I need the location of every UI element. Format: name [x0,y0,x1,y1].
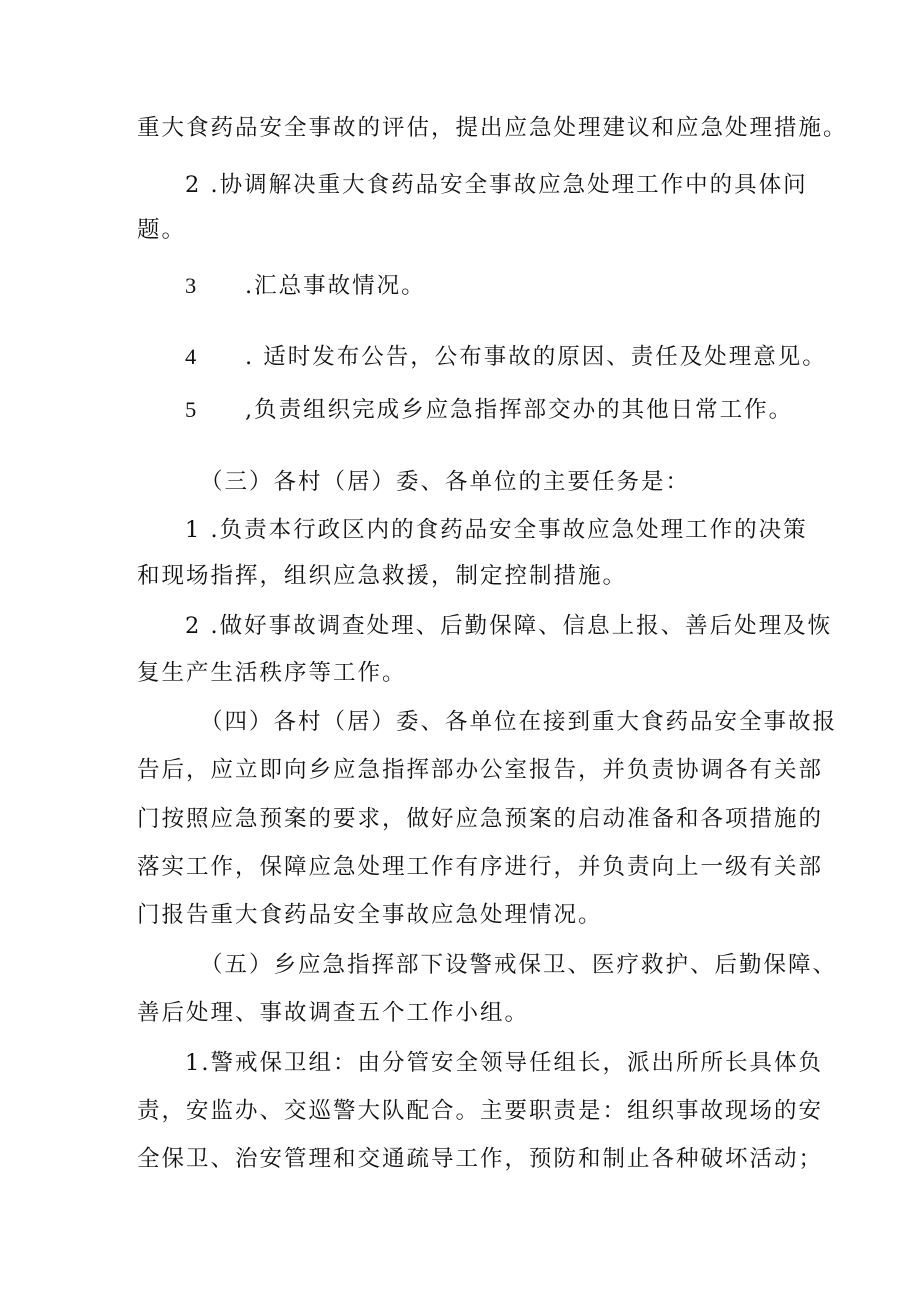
section-heading: （三）各村（居）委、各单位的主要任务是： [200,469,691,495]
text-line: . 适时发布公告，公布事故的原因、责任及处理意见。 [245,344,827,370]
text-line: 善后处理、事故调查五个工作小组。 [137,1000,530,1026]
text-line: 全保卫、治安管理和交通疏导工作，预防和制止各种破坏活动； [137,1146,824,1172]
list-number: 3 [185,273,199,298]
section-heading: （四）各村（居）委、各单位在接到重大食药品安全事故报 [200,709,838,735]
list-number: 4 [185,344,199,369]
text-line: 责，安监办、交巡警大队配合。主要职责是：组织事故现场的安 [137,1098,824,1124]
text-line: ,负责组织完成乡应急指挥部交办的其他日常工作。 [245,397,794,423]
text-line: 门报告重大食药品安全事故应急处理情况。 [137,902,603,928]
text-line: 2 .做好事故调查处理、后勤保障、信息上报、善后处理及恢 [185,613,833,639]
text-line: 重大食药品安全事故的评估，提出应急处理建议和应急处理措施。 [137,115,848,141]
text-line: 复生产生活秩序等工作。 [137,660,407,686]
text-line: 和现场指挥，组织应急救援，制定控制措施。 [137,563,628,589]
text-line: 题。 [137,217,187,243]
text-line: 1 .负责本行政区内的食药品安全事故应急处理工作的决策 [185,517,808,543]
text-line: .汇总事故情况。 [245,273,426,299]
text-line: 告后，应立即向乡应急指挥部办公室报告，并负责协调各有关部 [137,757,824,783]
list-number: 5 [185,397,199,422]
text-line: 2 .协调解决重大食药品安全事故应急处理工作中的具体问 [185,172,808,198]
text-line: 门按照应急预案的要求，做好应急预案的启动准备和各项措施的 [137,806,824,832]
section-heading: （五）乡应急指挥部下设警戒保卫、医疗救护、后勤保障、 [200,952,838,978]
text-line: 1.警戒保卫组：由分管安全领导任组长，派出所所长具体负 [185,1050,823,1076]
text-line: 落实工作，保障应急处理工作有序进行，并负责向上一级有关部 [137,854,824,880]
